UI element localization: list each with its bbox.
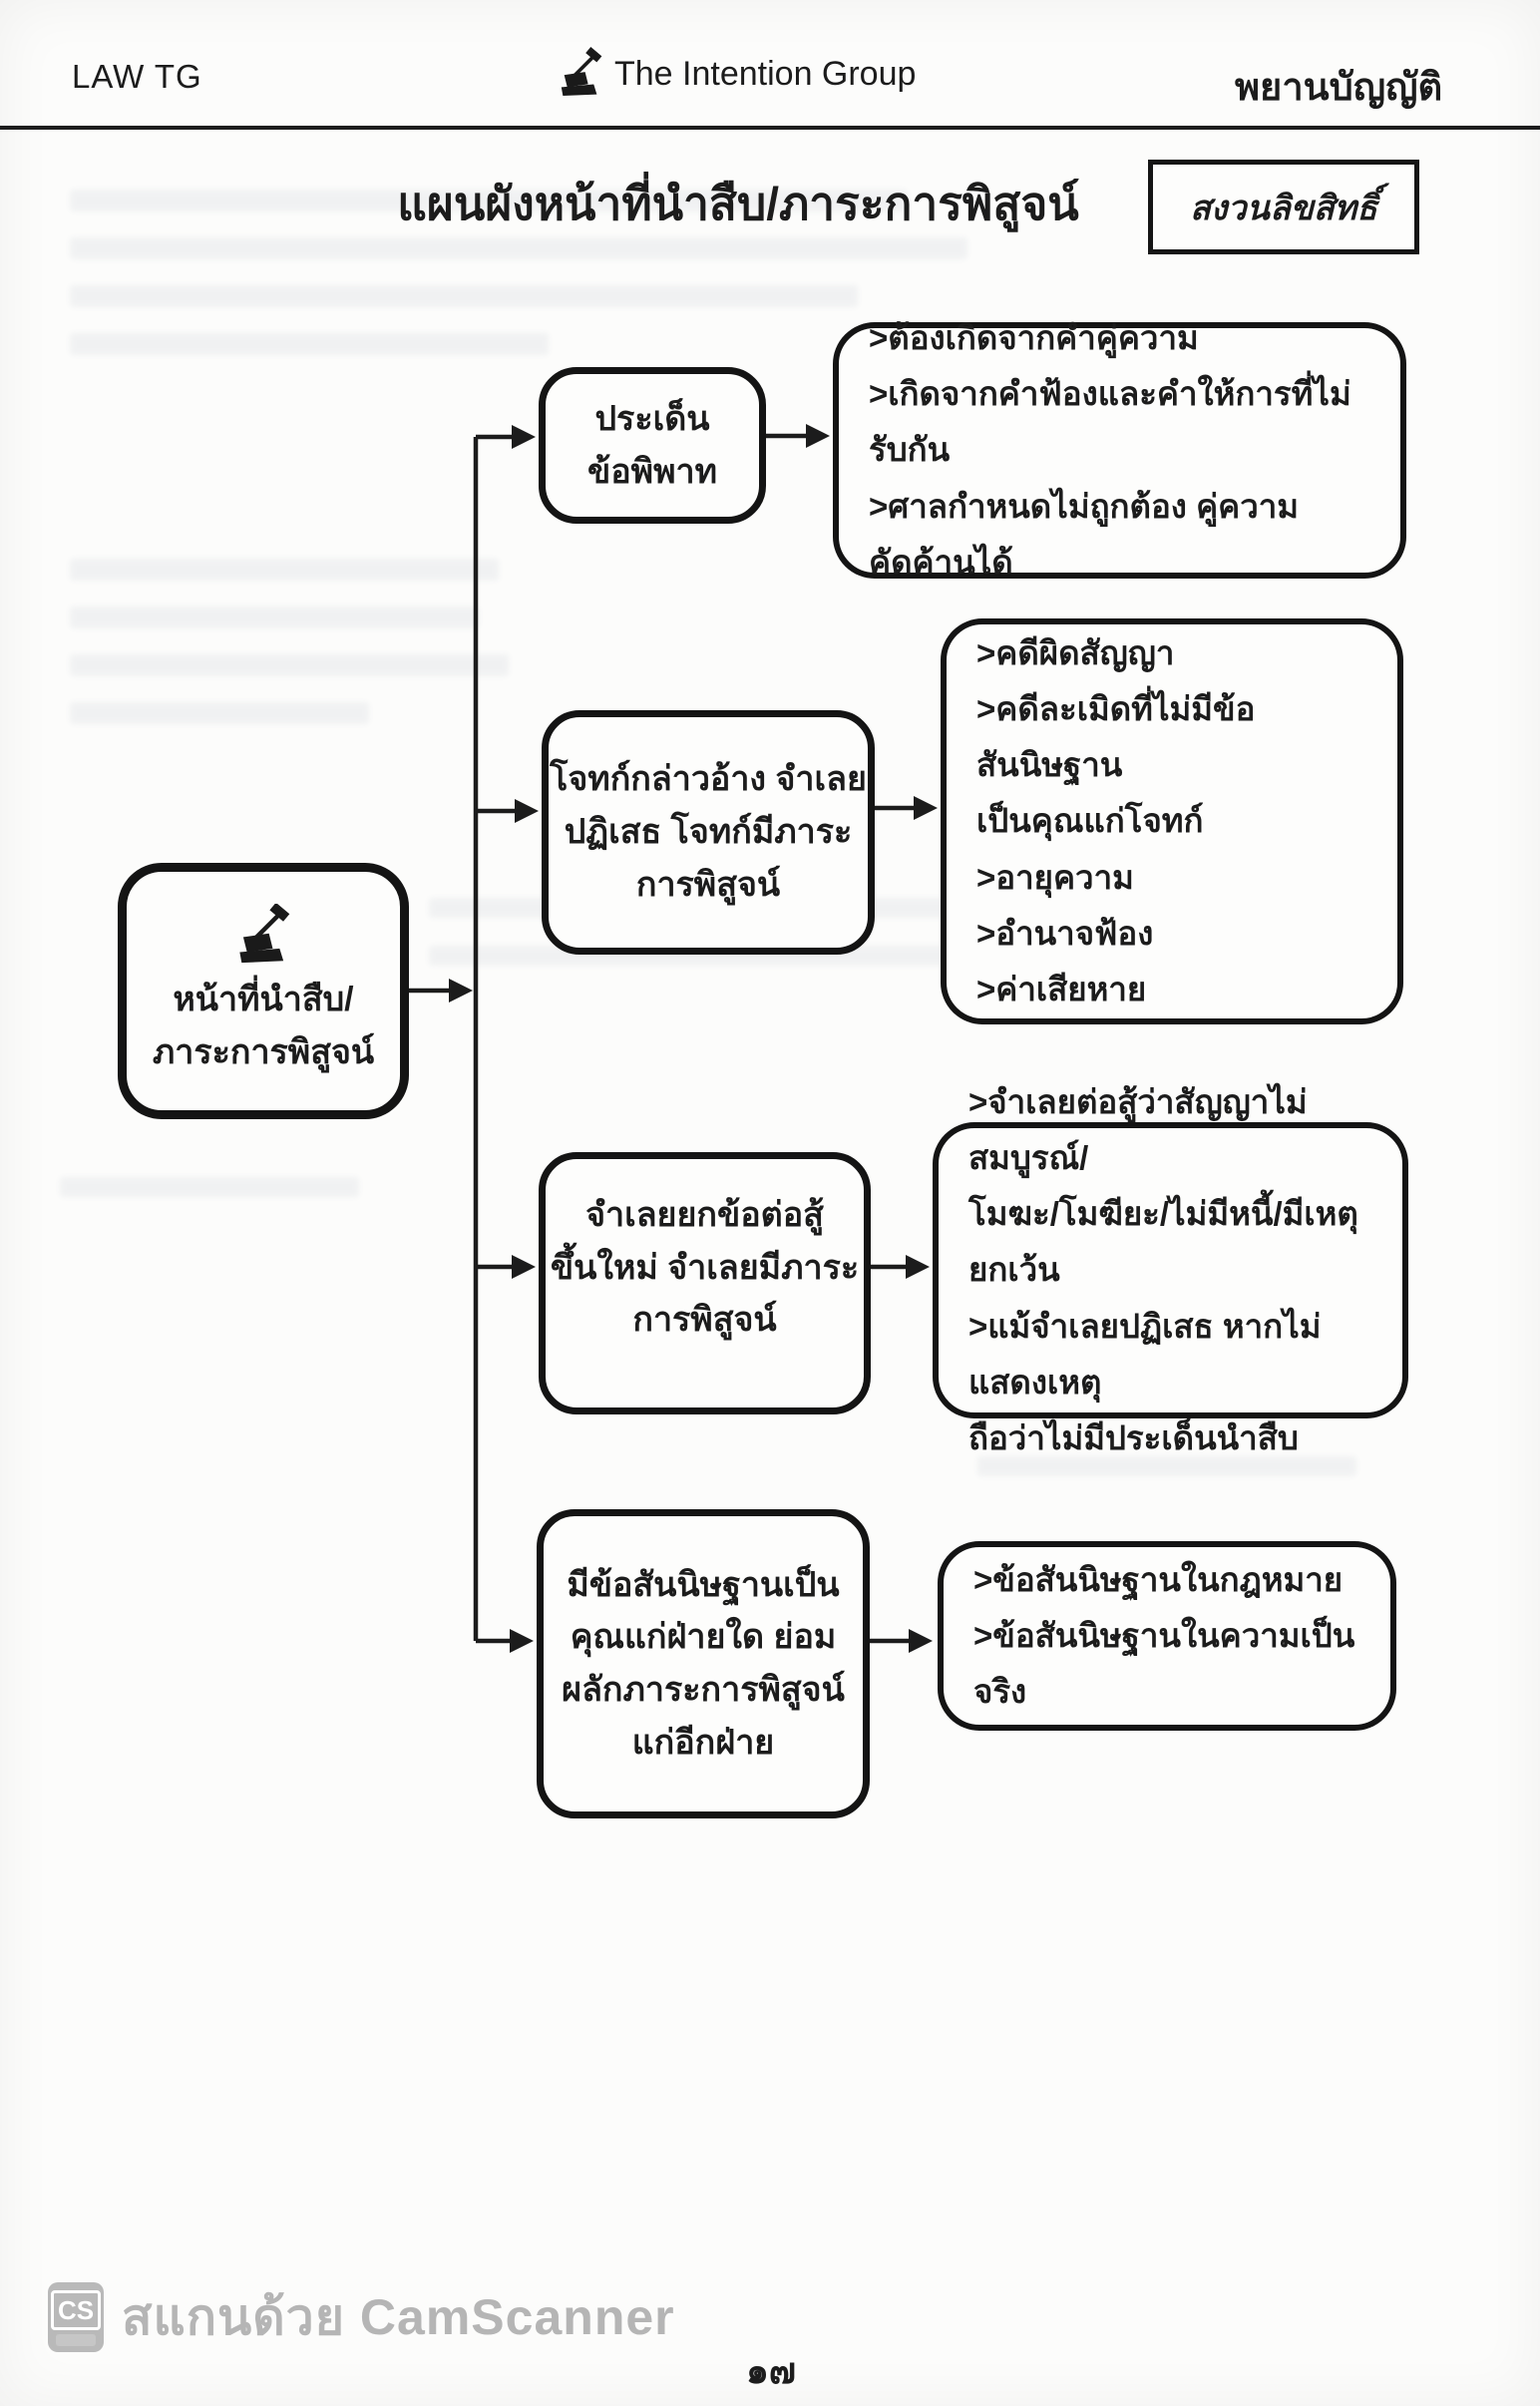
node-presumption-shifts-burden [537,1509,870,1818]
node-plaintiff-burden [542,710,875,955]
root-node [118,863,409,1119]
node-line: การพิสูจน์ [635,865,781,904]
bleedthrough-artifact [70,606,479,628]
detail-line: >ค่าเสียหาย [976,970,1147,1007]
node-line: ปฏิเสธ โจทก์มีภาระ [564,813,853,852]
detail-line: >ข้อสันนิษฐานในความเป็นจริง [973,1616,1355,1711]
detail-line: >เกิดจากคำฟ้องและคำให้การที่ไม่รับกัน [869,375,1351,469]
camscanner-logo-strip [56,2334,96,2346]
root-node-line: ภาระการพิสูจน์ [152,1032,375,1071]
detail-line: >คดีผิดสัญญา [976,634,1175,672]
root-node-line: หน้าที่นำสืบ/ [173,980,354,1018]
gavel-icon [555,46,606,102]
detail-line: >ศาลกำหนดไม่ถูกต้อง คู่ความคัดค้านได้ [869,487,1300,581]
node-line: ขึ้นใหม่ จำเลยมีภาระ [550,1248,860,1287]
detail-line: >ข้อสันนิษฐานในกฎหมาย [973,1560,1344,1598]
detail-line: >จำเลยต่อสู้ว่าสัญญาไม่สมบูรณ์/ [968,1083,1308,1177]
bleedthrough-artifact [70,237,967,259]
bleedthrough-artifact [70,654,509,676]
detail-box-defendant-burden [933,1083,1408,1456]
bleedthrough-artifact [70,702,369,724]
node-issue-in-dispute [539,367,766,524]
detail-line: >คดีละเมิดที่ไม่มีข้อสันนิษฐาน [976,690,1256,784]
node-line: ผลักภาระการพิสูจน์ [562,1671,845,1709]
header-right-label: พยานบัญญัติ [1235,67,1443,109]
header-rule [0,126,1540,130]
node-line: โจทก์กล่าวอ้าง จำเลย [550,760,867,799]
camscanner-logo [48,2282,104,2352]
camscanner-watermark: สแกนด้วย CamScanner [122,2289,675,2345]
detail-line: ถือว่าไม่มีประเด็นนำสืบ [968,1418,1299,1456]
gavel-icon [231,904,295,968]
detail-box-plaintiff-burden [941,618,1403,1024]
node-line: มีข้อสันนิษฐานเป็น [567,1565,840,1604]
detail-line: >อายุความ [976,858,1134,896]
header-brand-label: The Intention Group [614,54,917,93]
detail-box-presumptions [938,1541,1396,1731]
node-line: จำเลยยกข้อต่อสู้ [585,1196,824,1234]
detail-line: เป็นคุณแก่โจทก์ [976,802,1204,840]
bleedthrough-artifact [70,333,549,355]
detail-line: >อำนาจฟ้อง [976,914,1154,952]
header-left-label: LAW TG [72,58,202,95]
node-line: ข้อพิพาท [587,452,717,491]
detail-line: >แม้จำเลยปฏิเสธ หากไม่แสดงเหตุ [968,1307,1322,1401]
detail-box-issue-in-dispute [833,319,1406,581]
header-brand [555,46,916,102]
bleedthrough-artifact [70,285,858,307]
page-title: แผนผังหน้าที่นำสืบ/ภาระการพิสูจน์ [397,178,1079,229]
detail-line: โมฆะ/โมฆียะ/ไม่มีหนี้/มีเหตุยกเว้น [968,1195,1358,1289]
node-line: แก่อีกฝ่าย [631,1723,775,1762]
copyright-badge: สงวนลิขสิทธิ์ [1148,160,1419,254]
node-line: ประเด็น [594,399,710,438]
bleedthrough-artifact [70,559,499,581]
camscanner-logo-label: CS [51,2290,101,2330]
node-line: การพิสูจน์ [632,1301,777,1340]
detail-line: >ต้องเกิดจากคำคู่ความ [869,319,1199,357]
node-defendant-burden [539,1152,871,1414]
page-number: ๑๗ [746,2350,796,2391]
node-line: คุณแก่ฝ่ายใด ย่อม [570,1618,837,1657]
bleedthrough-artifact [60,1177,359,1197]
